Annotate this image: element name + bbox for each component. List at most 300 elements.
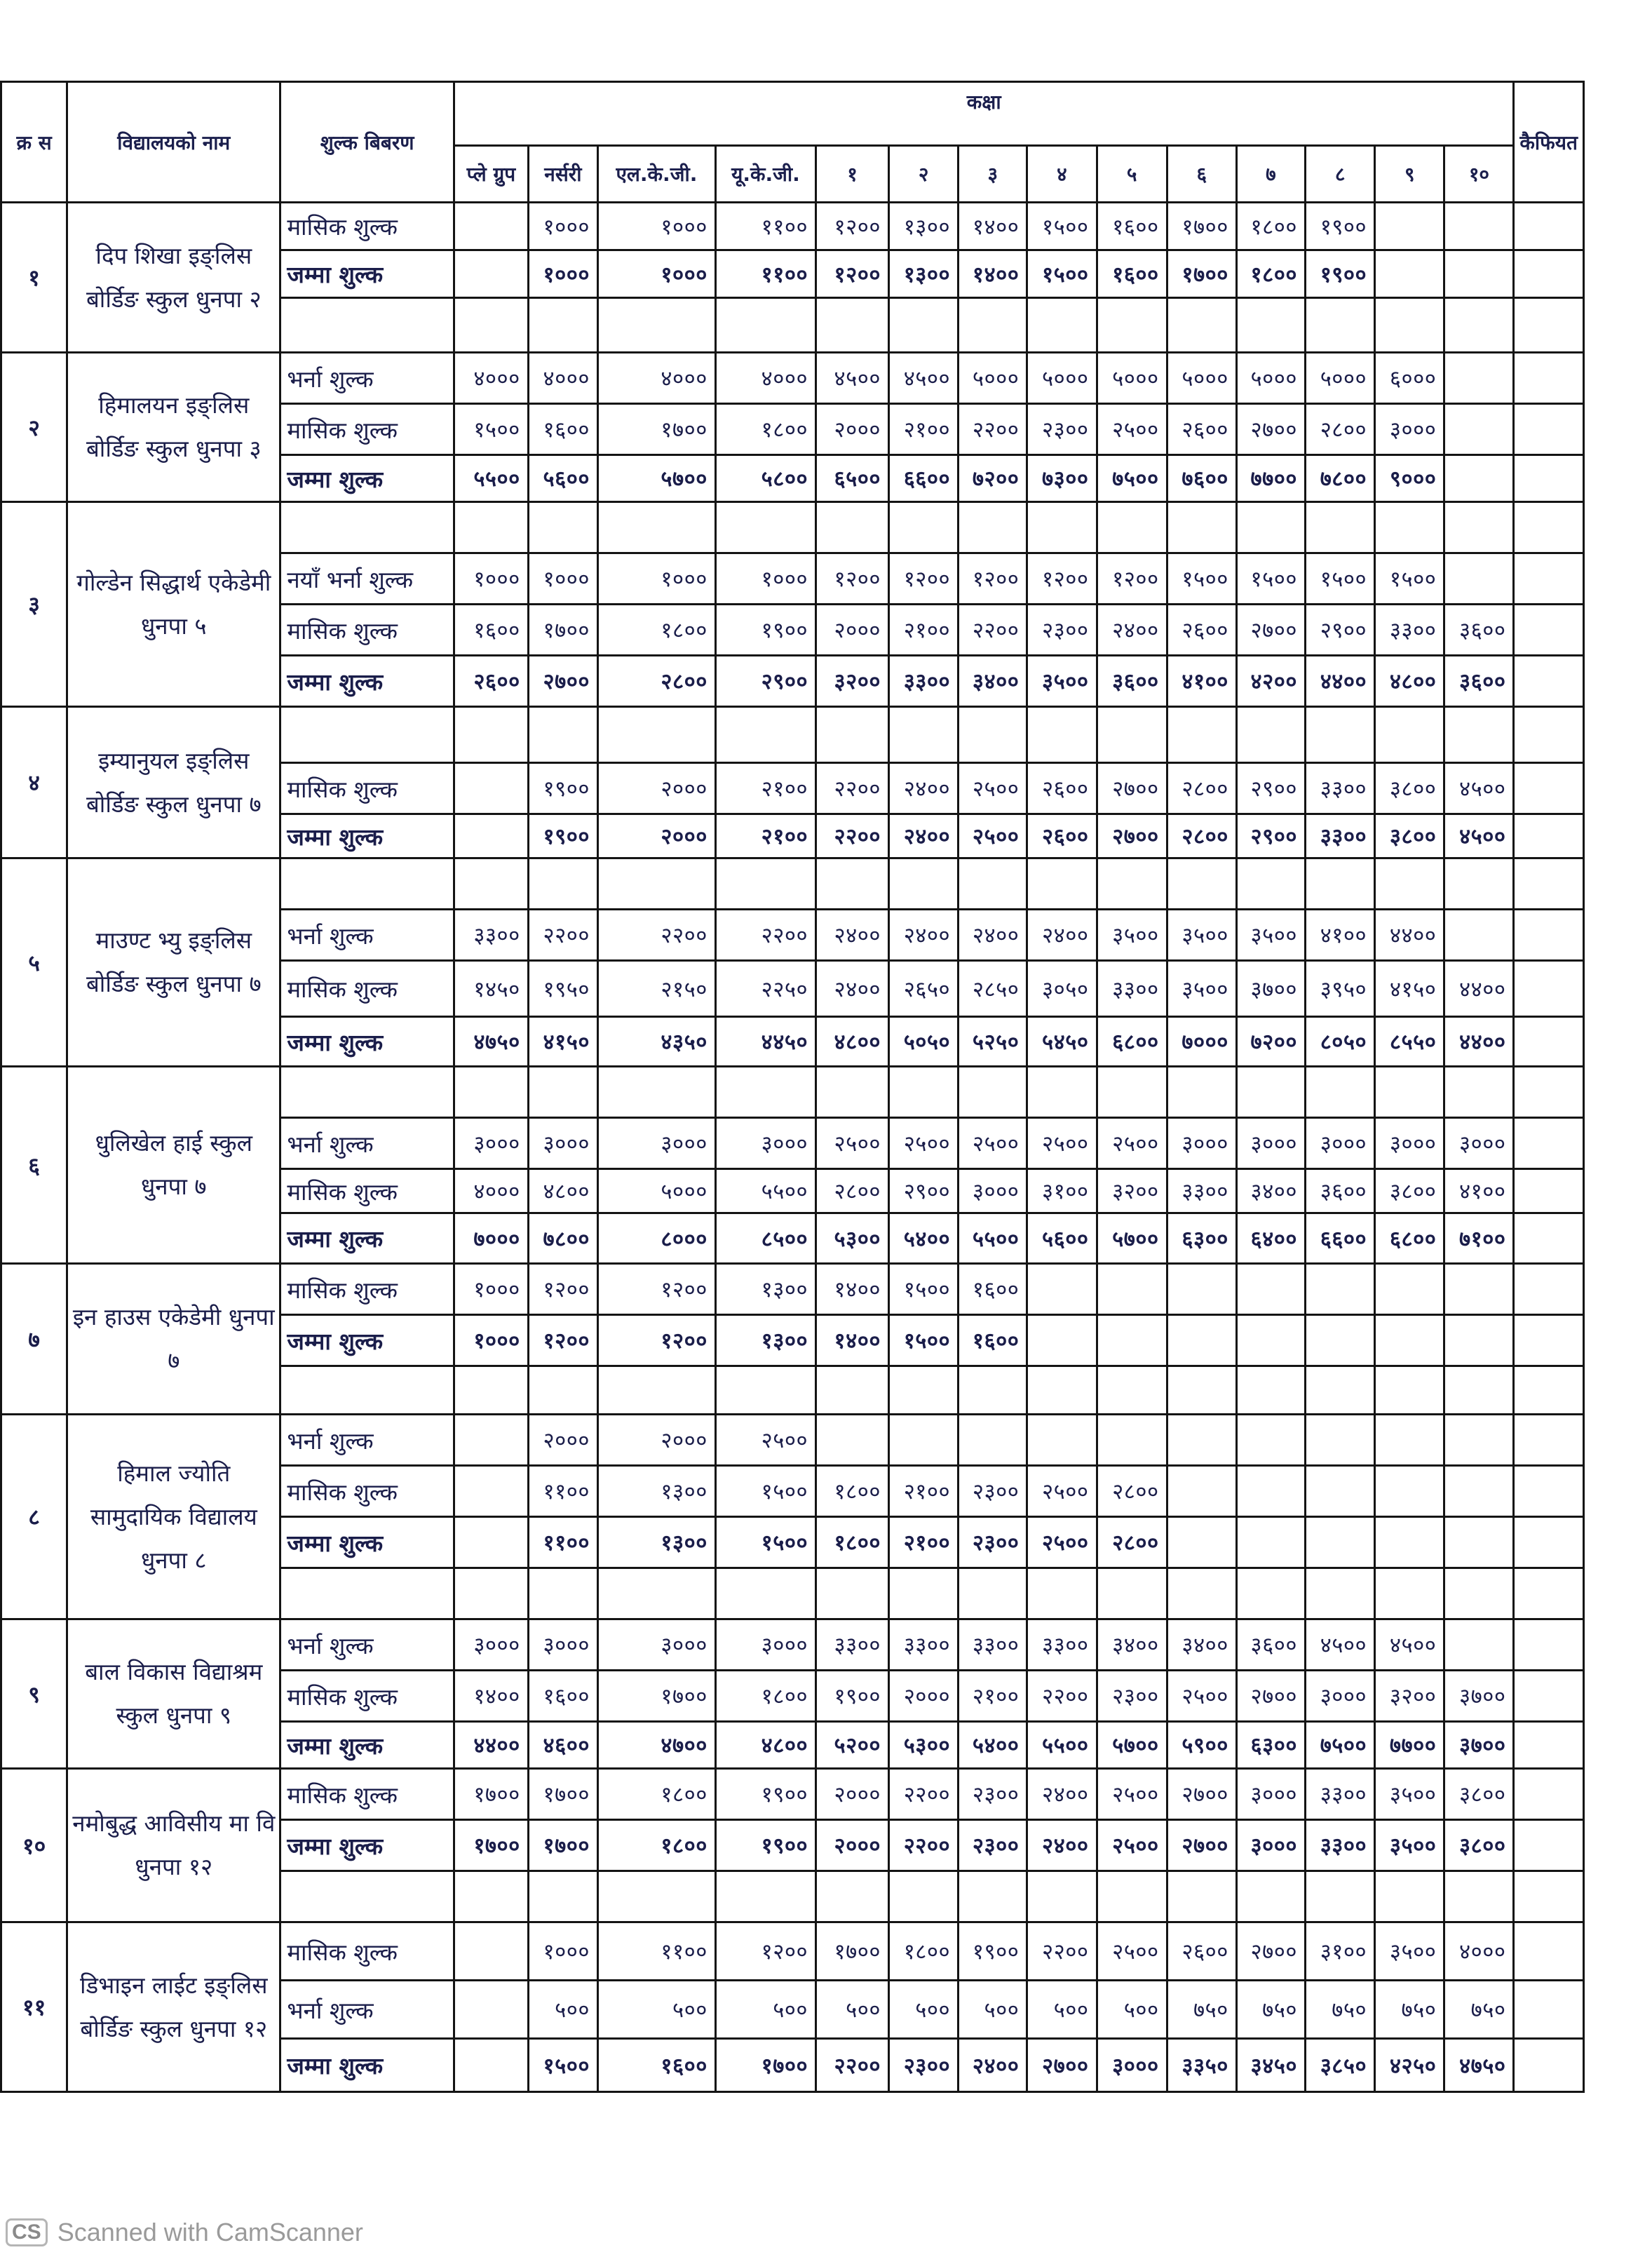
empty-cell xyxy=(280,858,454,910)
fee-value: ४५०० xyxy=(1444,814,1514,858)
fee-value: १४५० xyxy=(454,961,528,1017)
fee-label: मासिक शुल्क xyxy=(280,605,454,656)
header-fee-details: शुल्क बिबरण xyxy=(280,82,454,203)
fee-value: १८०० xyxy=(715,1671,815,1722)
fee-value: १४०० xyxy=(816,1264,889,1315)
fee-value: ७८०० xyxy=(1306,455,1375,502)
fee-value: १९०० xyxy=(715,1769,815,1820)
remarks-cell xyxy=(1514,1981,1583,2039)
fee-value xyxy=(1375,1264,1444,1315)
spacer-row xyxy=(1,1067,1651,1118)
empty-cell xyxy=(1444,1366,1514,1415)
empty-cell xyxy=(816,298,889,353)
fee-value: १४०० xyxy=(816,1315,889,1366)
fee-value: १९०० xyxy=(959,1922,1027,1981)
fee-label: जम्मा शुल्क xyxy=(280,250,454,298)
school-name: नमोबुद्ध आविसीय मा वि धुनपा १२ xyxy=(67,1769,280,1922)
empty-cell xyxy=(816,1568,889,1619)
empty-cell xyxy=(1236,858,1305,910)
fee-value: ३२०० xyxy=(1097,1169,1167,1213)
fee-value: १६०० xyxy=(1097,203,1167,250)
empty-cell xyxy=(1306,707,1375,763)
fee-value: १४०० xyxy=(959,203,1027,250)
fee-value: ४१५० xyxy=(528,1017,597,1067)
fee-value: ५००० xyxy=(1167,353,1236,404)
fee-value: ४००० xyxy=(597,353,715,404)
fee-value: ३५०० xyxy=(1375,1769,1444,1820)
fee-value: २६०० xyxy=(454,656,528,707)
fee-value: ३००० xyxy=(1306,1671,1375,1722)
fee-value: ५३०० xyxy=(816,1213,889,1264)
fee-value: ५६०० xyxy=(1027,1213,1097,1264)
fee-value: ३००० xyxy=(597,1619,715,1671)
fee-value: २५०० xyxy=(715,1415,815,1466)
fee-value: २९०० xyxy=(1306,605,1375,656)
fee-value: ४५०० xyxy=(889,353,959,404)
fee-value: ३६०० xyxy=(1444,656,1514,707)
fee-value xyxy=(454,2039,528,2092)
empty-cell xyxy=(454,1568,528,1619)
fee-value: ४२५० xyxy=(1375,2039,1444,2092)
fee-value: ६००० xyxy=(1375,353,1444,404)
fee-value: ७५० xyxy=(1306,1981,1375,2039)
fee-value: २००० xyxy=(597,1415,715,1466)
fee-value: २३०० xyxy=(1097,1671,1167,1722)
school-name: इम्यानुयल इङ्लिस बोर्डिङ स्कुल धुनपा ७ xyxy=(67,707,280,858)
empty-cell xyxy=(1236,1067,1305,1118)
header-remarks: कैफियत xyxy=(1514,82,1583,203)
fee-value: २२०० xyxy=(1027,1671,1097,1722)
fee-value: ३४०० xyxy=(1097,1619,1167,1671)
empty-cell xyxy=(715,502,815,553)
empty-cell xyxy=(959,298,1027,353)
fee-value: ४४०० xyxy=(454,1722,528,1769)
fee-value: १९०० xyxy=(816,1671,889,1722)
fee-value: २९०० xyxy=(1236,763,1305,814)
fee-value: ७८०० xyxy=(528,1213,597,1264)
fee-value: ४८०० xyxy=(528,1169,597,1213)
empty-cell xyxy=(1444,1568,1514,1619)
remarks-cell xyxy=(1514,1415,1583,1466)
fee-value: २००० xyxy=(528,1415,597,1466)
fee-value: ७५० xyxy=(1375,1981,1444,2039)
fee-value: ५६०० xyxy=(528,455,597,502)
fee-value: ३००० xyxy=(1444,1118,1514,1169)
fee-value: २२०० xyxy=(889,1820,959,1871)
fee-value: २१०० xyxy=(889,605,959,656)
fee-value: ३५०० xyxy=(1236,910,1305,961)
fee-value: १७०० xyxy=(715,2039,815,2092)
fee-label: मासिक शुल्क xyxy=(280,961,454,1017)
fee-value: ८००० xyxy=(597,1213,715,1264)
fee-value xyxy=(454,1517,528,1568)
fee-value: ५००० xyxy=(1236,353,1305,404)
fee-value: २१०० xyxy=(889,404,959,455)
fee-value: १५०० xyxy=(1167,553,1236,605)
header-class-6: ३ xyxy=(959,146,1027,203)
school-name: माउण्ट भ्यु इङ्लिस बोर्डिङ स्कुल धुनपा ७ xyxy=(67,858,280,1067)
fee-value: ७५० xyxy=(1167,1981,1236,2039)
empty-cell xyxy=(1236,1568,1305,1619)
fee-value: २४०० xyxy=(889,763,959,814)
fee-value: २८०० xyxy=(1167,814,1236,858)
fee-value xyxy=(1444,1415,1514,1466)
fee-value: २५०० xyxy=(1027,1517,1097,1568)
empty-cell xyxy=(1236,298,1305,353)
school-sn: ८ xyxy=(1,1415,67,1619)
empty-cell xyxy=(1514,502,1583,553)
fee-value xyxy=(1306,1466,1375,1517)
school-name: हिमाल ज्योति सामुदायिक विद्यालय धुनपा ८ xyxy=(67,1415,280,1619)
fee-value: ३३०० xyxy=(1167,1169,1236,1213)
empty-cell xyxy=(1444,298,1514,353)
fee-value: ६६०० xyxy=(889,455,959,502)
fee-value: ४१०० xyxy=(1306,910,1375,961)
empty-cell xyxy=(1097,1067,1167,1118)
empty-cell xyxy=(597,1871,715,1922)
empty-cell xyxy=(1306,1067,1375,1118)
empty-cell xyxy=(715,298,815,353)
fee-value: ३००० xyxy=(1375,404,1444,455)
header-class-10: ७ xyxy=(1236,146,1305,203)
fee-value: ३००० xyxy=(715,1619,815,1671)
remarks-cell xyxy=(1514,1118,1583,1169)
fee-value xyxy=(816,1415,889,1466)
empty-cell xyxy=(889,1067,959,1118)
fee-label: मासिक शुल्क xyxy=(280,404,454,455)
fee-value: ३००० xyxy=(597,1118,715,1169)
fee-value: १००० xyxy=(454,1315,528,1366)
fee-value: २९०० xyxy=(715,656,815,707)
fee-value: ३३०० xyxy=(1306,1769,1375,1820)
school-sn: ११ xyxy=(1,1922,67,2092)
empty-cell xyxy=(959,502,1027,553)
fee-value: २३०० xyxy=(959,1820,1027,1871)
fee-value: ४४५० xyxy=(715,1017,815,1067)
empty-cell xyxy=(454,858,528,910)
fee-value: ३३०० xyxy=(816,1619,889,1671)
fee-value: २८०० xyxy=(1097,1466,1167,1517)
fee-value: २३०० xyxy=(889,2039,959,2092)
school-name: गोल्डेन सिद्धार्थ एकेडेमी धुनपा ५ xyxy=(67,502,280,707)
empty-cell xyxy=(715,1366,815,1415)
fee-value xyxy=(454,250,528,298)
fee-value xyxy=(1306,1517,1375,1568)
fee-value xyxy=(454,814,528,858)
fee-value: १७०० xyxy=(454,1769,528,1820)
fee-value: ३३०० xyxy=(1306,814,1375,858)
fee-value: ७५० xyxy=(1444,1981,1514,2039)
fee-value: ७००० xyxy=(454,1213,528,1264)
empty-cell xyxy=(889,858,959,910)
fee-value: ३९५० xyxy=(1306,961,1375,1017)
fee-value: २४०० xyxy=(816,961,889,1017)
empty-cell xyxy=(715,858,815,910)
fee-label: भर्ना शुल्क xyxy=(280,1415,454,1466)
fee-value: ५०० xyxy=(816,1981,889,2039)
empty-cell xyxy=(1514,707,1583,763)
fee-value: १००० xyxy=(528,1922,597,1981)
fee-value: ३१०० xyxy=(1306,1922,1375,1981)
remarks-cell xyxy=(1514,1517,1583,1568)
fee-value: २४०० xyxy=(959,910,1027,961)
fee-value: २६०० xyxy=(1167,605,1236,656)
fee-value xyxy=(1306,1315,1375,1366)
fee-value: ४८०० xyxy=(1375,656,1444,707)
fee-value: ८५५० xyxy=(1375,1017,1444,1067)
fee-table-body xyxy=(1,203,1651,2092)
fee-value: ३३०० xyxy=(959,1619,1027,1671)
fee-value: २६०० xyxy=(1167,404,1236,455)
remarks-cell xyxy=(1514,250,1583,298)
empty-cell xyxy=(1027,1568,1097,1619)
fee-value: ३६०० xyxy=(1306,1169,1375,1213)
fee-value: ३००० xyxy=(528,1118,597,1169)
fee-table-header xyxy=(1,82,1651,203)
fee-value: ७५० xyxy=(1236,1981,1305,2039)
empty-cell xyxy=(528,858,597,910)
fee-value: १५०० xyxy=(1375,553,1444,605)
fee-value: २५०० xyxy=(1097,404,1167,455)
fee-value: २७०० xyxy=(1167,1769,1236,1820)
fee-value: १९०० xyxy=(715,1820,815,1871)
fee-value: ४७५० xyxy=(454,1017,528,1067)
fee-label: जम्मा शुल्क xyxy=(280,1722,454,1769)
fee-value: ३००० xyxy=(528,1619,597,1671)
empty-cell xyxy=(889,502,959,553)
fee-value: १३०० xyxy=(889,250,959,298)
fee-value: २६०० xyxy=(1027,763,1097,814)
fee-value: २२०० xyxy=(889,1769,959,1820)
empty-cell xyxy=(528,298,597,353)
remarks-cell xyxy=(1514,353,1583,404)
header-class-7: ४ xyxy=(1027,146,1097,203)
fee-value: १६०० xyxy=(1097,250,1167,298)
fee-value: १३०० xyxy=(597,1517,715,1568)
fee-label: भर्ना शुल्क xyxy=(280,1619,454,1671)
fee-value xyxy=(1375,1517,1444,1568)
fee-value: ४६०० xyxy=(528,1722,597,1769)
fee-value: २१०० xyxy=(889,1517,959,1568)
spacer-row xyxy=(1,707,1651,763)
empty-cell xyxy=(889,1871,959,1922)
header-class-1: नर्सरी xyxy=(528,146,597,203)
fee-value: १५०० xyxy=(715,1517,815,1568)
fee-value: २००० xyxy=(889,1671,959,1722)
fee-value: ६६०० xyxy=(1306,1213,1375,1264)
empty-cell xyxy=(889,707,959,763)
fee-value: ४८०० xyxy=(715,1722,815,1769)
remarks-cell xyxy=(1514,1169,1583,1213)
fee-value xyxy=(1375,203,1444,250)
fee-value: ३००० xyxy=(1306,1118,1375,1169)
school-name: दिप शिखा इङ्लिस बोर्डिङ स्कुल धुनपा २ xyxy=(67,203,280,353)
fee-value: ४४०० xyxy=(1444,1017,1514,1067)
fee-label: जम्मा शुल्क xyxy=(280,2039,454,2092)
remarks-cell xyxy=(1514,910,1583,961)
empty-cell xyxy=(528,1366,597,1415)
fee-value: ६५०० xyxy=(816,455,889,502)
fee-value: २१०० xyxy=(889,1466,959,1517)
fee-value: १००० xyxy=(528,553,597,605)
fee-value: १३०० xyxy=(715,1315,815,1366)
fee-value: ५५०० xyxy=(959,1213,1027,1264)
fee-value: ११०० xyxy=(715,203,815,250)
fee-value: २००० xyxy=(816,605,889,656)
fee-value: २००० xyxy=(816,404,889,455)
fee-value: ३८०० xyxy=(1444,1820,1514,1871)
fee-value xyxy=(1444,353,1514,404)
fee-value xyxy=(1306,1264,1375,1315)
fee-value: १००० xyxy=(454,1264,528,1315)
empty-cell xyxy=(1444,1871,1514,1922)
fee-value: १७०० xyxy=(454,1820,528,1871)
fee-value: २७०० xyxy=(1236,404,1305,455)
fee-value: १२०० xyxy=(816,203,889,250)
fee-label: जम्मा शुल्क xyxy=(280,455,454,502)
fee-label: मासिक शुल्क xyxy=(280,203,454,250)
fee-value: २३०० xyxy=(959,1769,1027,1820)
fee-value: ३००० xyxy=(1167,1118,1236,1169)
header-class-2: एल.के.जी. xyxy=(597,146,715,203)
header-class-11: ८ xyxy=(1306,146,1375,203)
fee-value: २८०० xyxy=(1306,404,1375,455)
fee-value: ३३०० xyxy=(454,910,528,961)
school-name: इन हाउस एकेडेमी धुनपा ७ xyxy=(67,1264,280,1415)
remarks-cell xyxy=(1514,1315,1583,1366)
fee-value: ४५०० xyxy=(816,353,889,404)
remarks-cell xyxy=(1514,1619,1583,1671)
empty-cell xyxy=(280,1366,454,1415)
empty-cell xyxy=(1375,1067,1444,1118)
fee-value: ५२०० xyxy=(816,1722,889,1769)
fee-value: १७०० xyxy=(528,1769,597,1820)
empty-cell xyxy=(1306,1568,1375,1619)
empty-cell xyxy=(528,707,597,763)
fee-value: ३३०० xyxy=(1375,605,1444,656)
fee-value: ११०० xyxy=(528,1517,597,1568)
fee-value xyxy=(1236,1415,1305,1466)
fee-value: १००० xyxy=(454,553,528,605)
fee-value: १५०० xyxy=(715,1466,815,1517)
fee-value: १५०० xyxy=(1306,553,1375,605)
fee-value: २५०० xyxy=(816,1118,889,1169)
empty-cell xyxy=(1167,1871,1236,1922)
fee-value: ३८५० xyxy=(1306,2039,1375,2092)
fee-value: २२०० xyxy=(816,814,889,858)
fee-value: ५०० xyxy=(1097,1981,1167,2039)
empty-cell xyxy=(528,502,597,553)
fee-value: २५०० xyxy=(889,1118,959,1169)
fee-value xyxy=(1097,1264,1167,1315)
empty-cell xyxy=(1375,1568,1444,1619)
fee-value: ३३०० xyxy=(1306,763,1375,814)
fee-value: ६३०० xyxy=(1236,1722,1305,1769)
empty-cell xyxy=(454,1366,528,1415)
empty-cell xyxy=(1027,1366,1097,1415)
fee-value: १२०० xyxy=(597,1315,715,1366)
fee-value: २२०० xyxy=(1027,1922,1097,1981)
fee-value: ३५०० xyxy=(1167,961,1236,1017)
empty-cell xyxy=(1306,858,1375,910)
fee-value: ३८०० xyxy=(1444,1769,1514,1820)
empty-cell xyxy=(1167,707,1236,763)
fee-value xyxy=(1027,1264,1097,1315)
empty-cell xyxy=(528,1568,597,1619)
fee-value: १२०० xyxy=(1097,553,1167,605)
fee-value: १४०० xyxy=(454,1671,528,1722)
fee-value: २७०० xyxy=(1097,763,1167,814)
fee-value: ५००० xyxy=(1027,353,1097,404)
fee-value: ७५०० xyxy=(1306,1722,1375,1769)
fee-value: २२५० xyxy=(715,961,815,1017)
fee-value xyxy=(1375,1466,1444,1517)
empty-cell xyxy=(889,298,959,353)
empty-cell xyxy=(1306,1366,1375,1415)
header-class-9: ६ xyxy=(1167,146,1236,203)
fee-value: ३८०० xyxy=(1375,814,1444,858)
empty-cell xyxy=(454,707,528,763)
fee-value: २८०० xyxy=(597,656,715,707)
fee-value: ५००० xyxy=(959,353,1027,404)
fee-value: ३००० xyxy=(959,1169,1027,1213)
empty-cell xyxy=(816,707,889,763)
fee-value: ३८०० xyxy=(1375,763,1444,814)
empty-cell xyxy=(454,298,528,353)
empty-cell xyxy=(715,1067,815,1118)
fee-row xyxy=(1,1922,1651,1981)
fee-value xyxy=(1444,1619,1514,1671)
fee-value: २००० xyxy=(816,1820,889,1871)
fee-row xyxy=(1,1769,1651,1820)
fee-value: ७६०० xyxy=(1167,455,1236,502)
remarks-cell xyxy=(1514,1722,1583,1769)
fee-value: ५८०० xyxy=(715,455,815,502)
fee-value xyxy=(454,1922,528,1981)
fee-value: २७०० xyxy=(1167,1820,1236,1871)
empty-cell xyxy=(597,1568,715,1619)
header-class-8: ५ xyxy=(1097,146,1167,203)
school-sn: १० xyxy=(1,1769,67,1922)
empty-cell xyxy=(1514,1366,1583,1415)
fee-value: १९०० xyxy=(528,763,597,814)
fee-value: १७०० xyxy=(528,605,597,656)
fee-value: २९०० xyxy=(889,1169,959,1213)
fee-value xyxy=(1444,455,1514,502)
fee-value: ७१०० xyxy=(1444,1213,1514,1264)
fee-value: २७०० xyxy=(528,656,597,707)
fee-value: ३७०० xyxy=(1444,1671,1514,1722)
fee-value: १६०० xyxy=(528,404,597,455)
fee-value: ८५०० xyxy=(715,1213,815,1264)
fee-value: १७०० xyxy=(1167,203,1236,250)
fee-label: मासिक शुल्क xyxy=(280,1769,454,1820)
empty-cell xyxy=(1027,707,1097,763)
empty-cell xyxy=(1167,1366,1236,1415)
fee-value: ४७५० xyxy=(1444,2039,1514,2092)
empty-cell xyxy=(528,1067,597,1118)
fee-value: २००० xyxy=(597,763,715,814)
fee-value: ४४०० xyxy=(1375,910,1444,961)
fee-value: ३२०० xyxy=(816,656,889,707)
fee-value: ५७०० xyxy=(597,455,715,502)
spacer-row xyxy=(1,858,1651,910)
fee-value: ७००० xyxy=(1167,1017,1236,1067)
empty-cell xyxy=(1514,858,1583,910)
fee-value: १७०० xyxy=(528,1820,597,1871)
fee-value: १९०० xyxy=(1306,250,1375,298)
header-class-12: ९ xyxy=(1375,146,1444,203)
